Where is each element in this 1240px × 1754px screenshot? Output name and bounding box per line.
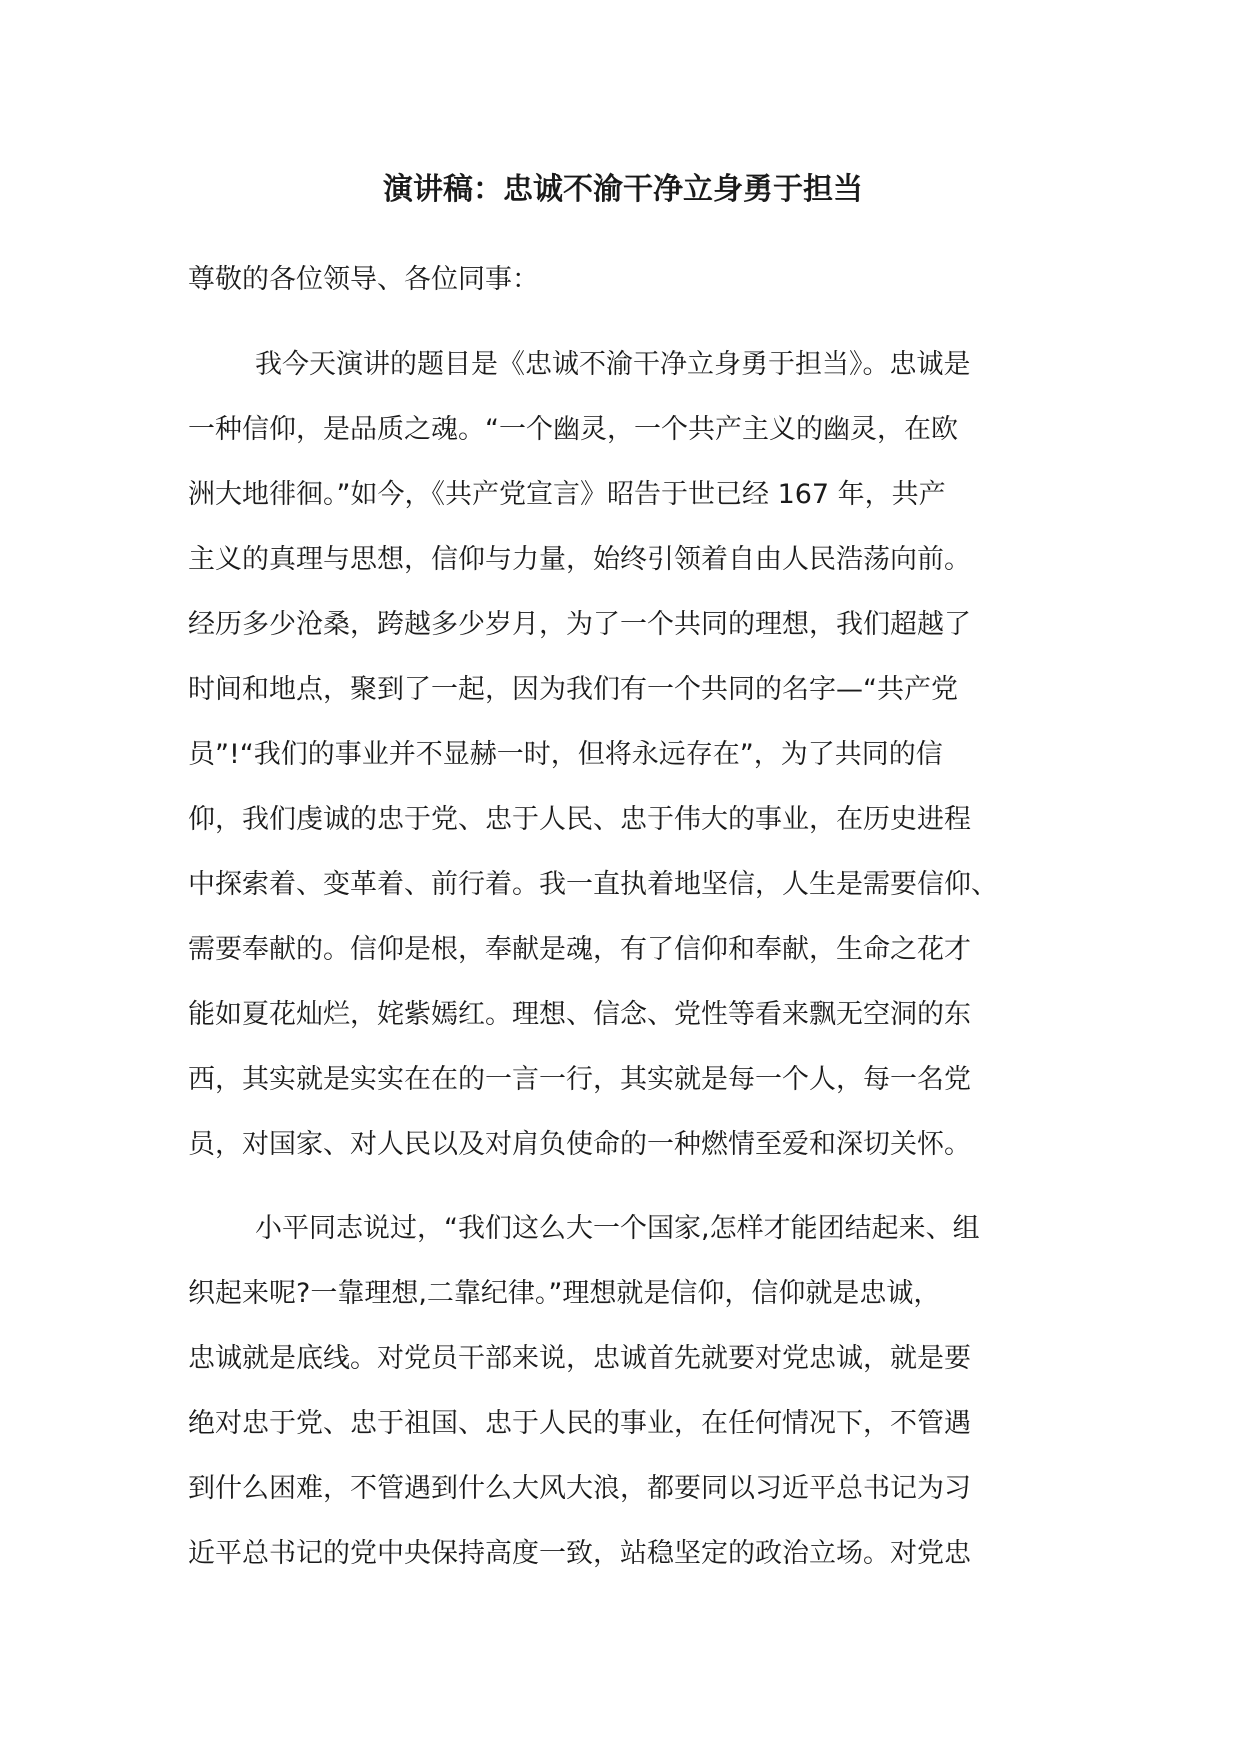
paragraph-line: 经历多少沧桑，跨越多少岁月，为了一个共同的理想，我们超越了 [188, 609, 971, 640]
paragraph-line: 西，其实就是实实在在的一言一行，其实就是每一个人，每一名党 [188, 1064, 971, 1095]
paragraph-line: 仰，我们虔诚的忠于党、忠于人民、忠于伟大的事业，在历史进程 [188, 804, 971, 835]
paragraph-line: 到什么困难，不管遇到什么大风大浪，都要同以习近平总书记为习 [188, 1473, 971, 1504]
paragraph-line: 绝对忠于党、忠于祖国、忠于人民的事业，在任何情况下，不管遇 [188, 1408, 971, 1439]
paragraph-line: 需要奉献的。信仰是根，奉献是魂，有了信仰和奉献，生命之花才 [188, 934, 971, 965]
paragraph-1 [188, 332, 1060, 1177]
paragraph-line: 员”!“我们的事业并不显赫一时，但将永远存在”，为了共同的信 [188, 739, 943, 770]
paragraph-line: 近平总书记的党中央保持高度一致，站稳坚定的政治立场。对党忠 [188, 1538, 971, 1569]
paragraph-line: 小平同志说过，“我们这么大一个国家,怎样才能团结起来、组 [255, 1213, 980, 1244]
paragraph-line: 员，对国家、对人民以及对肩负使命的一种燃情至爱和深切关怀。 [188, 1129, 971, 1160]
paragraph-line: 洲大地徘徊。”如今，《共产党宣言》昭告于世已经 167 年，共产 [188, 479, 946, 510]
paragraph-line: 织起来呢?一靠理想,二靠纪律。”理想就是信仰，信仰就是忠诚， [188, 1278, 941, 1309]
salutation: 尊敬的各位领导、各位同事： [188, 264, 539, 295]
paragraph-line: 主义的真理与思想，信仰与力量，始终引领着自由人民浩荡向前。 [188, 544, 971, 575]
paragraph-line: 能如夏花灿烂，姹紫嫣红。理想、信念、党性等看来飘无空洞的东 [188, 999, 971, 1030]
paragraph-line: 中探索着、变革着、前行着。我一直执着地坚信，人生是需要信仰、 [188, 869, 998, 900]
paragraph-2 [188, 1196, 1060, 1586]
paragraph-line: 一种信仰，是品质之魂。“一个幽灵，一个共产主义的幽灵，在欧 [188, 414, 958, 445]
paragraph-line: 时间和地点，聚到了一起，因为我们有一个共同的名字—“共产党 [188, 674, 958, 705]
document-title: 演讲稿：忠诚不渝干净立身勇于担当 [383, 172, 863, 207]
paragraph-line: 我今天演讲的题目是《忠诚不渝干净立身勇于担当》。忠诚是 [255, 349, 971, 380]
paragraph-line: 忠诚就是底线。对党员干部来说，忠诚首先就要对党忠诚，就是要 [188, 1343, 971, 1374]
